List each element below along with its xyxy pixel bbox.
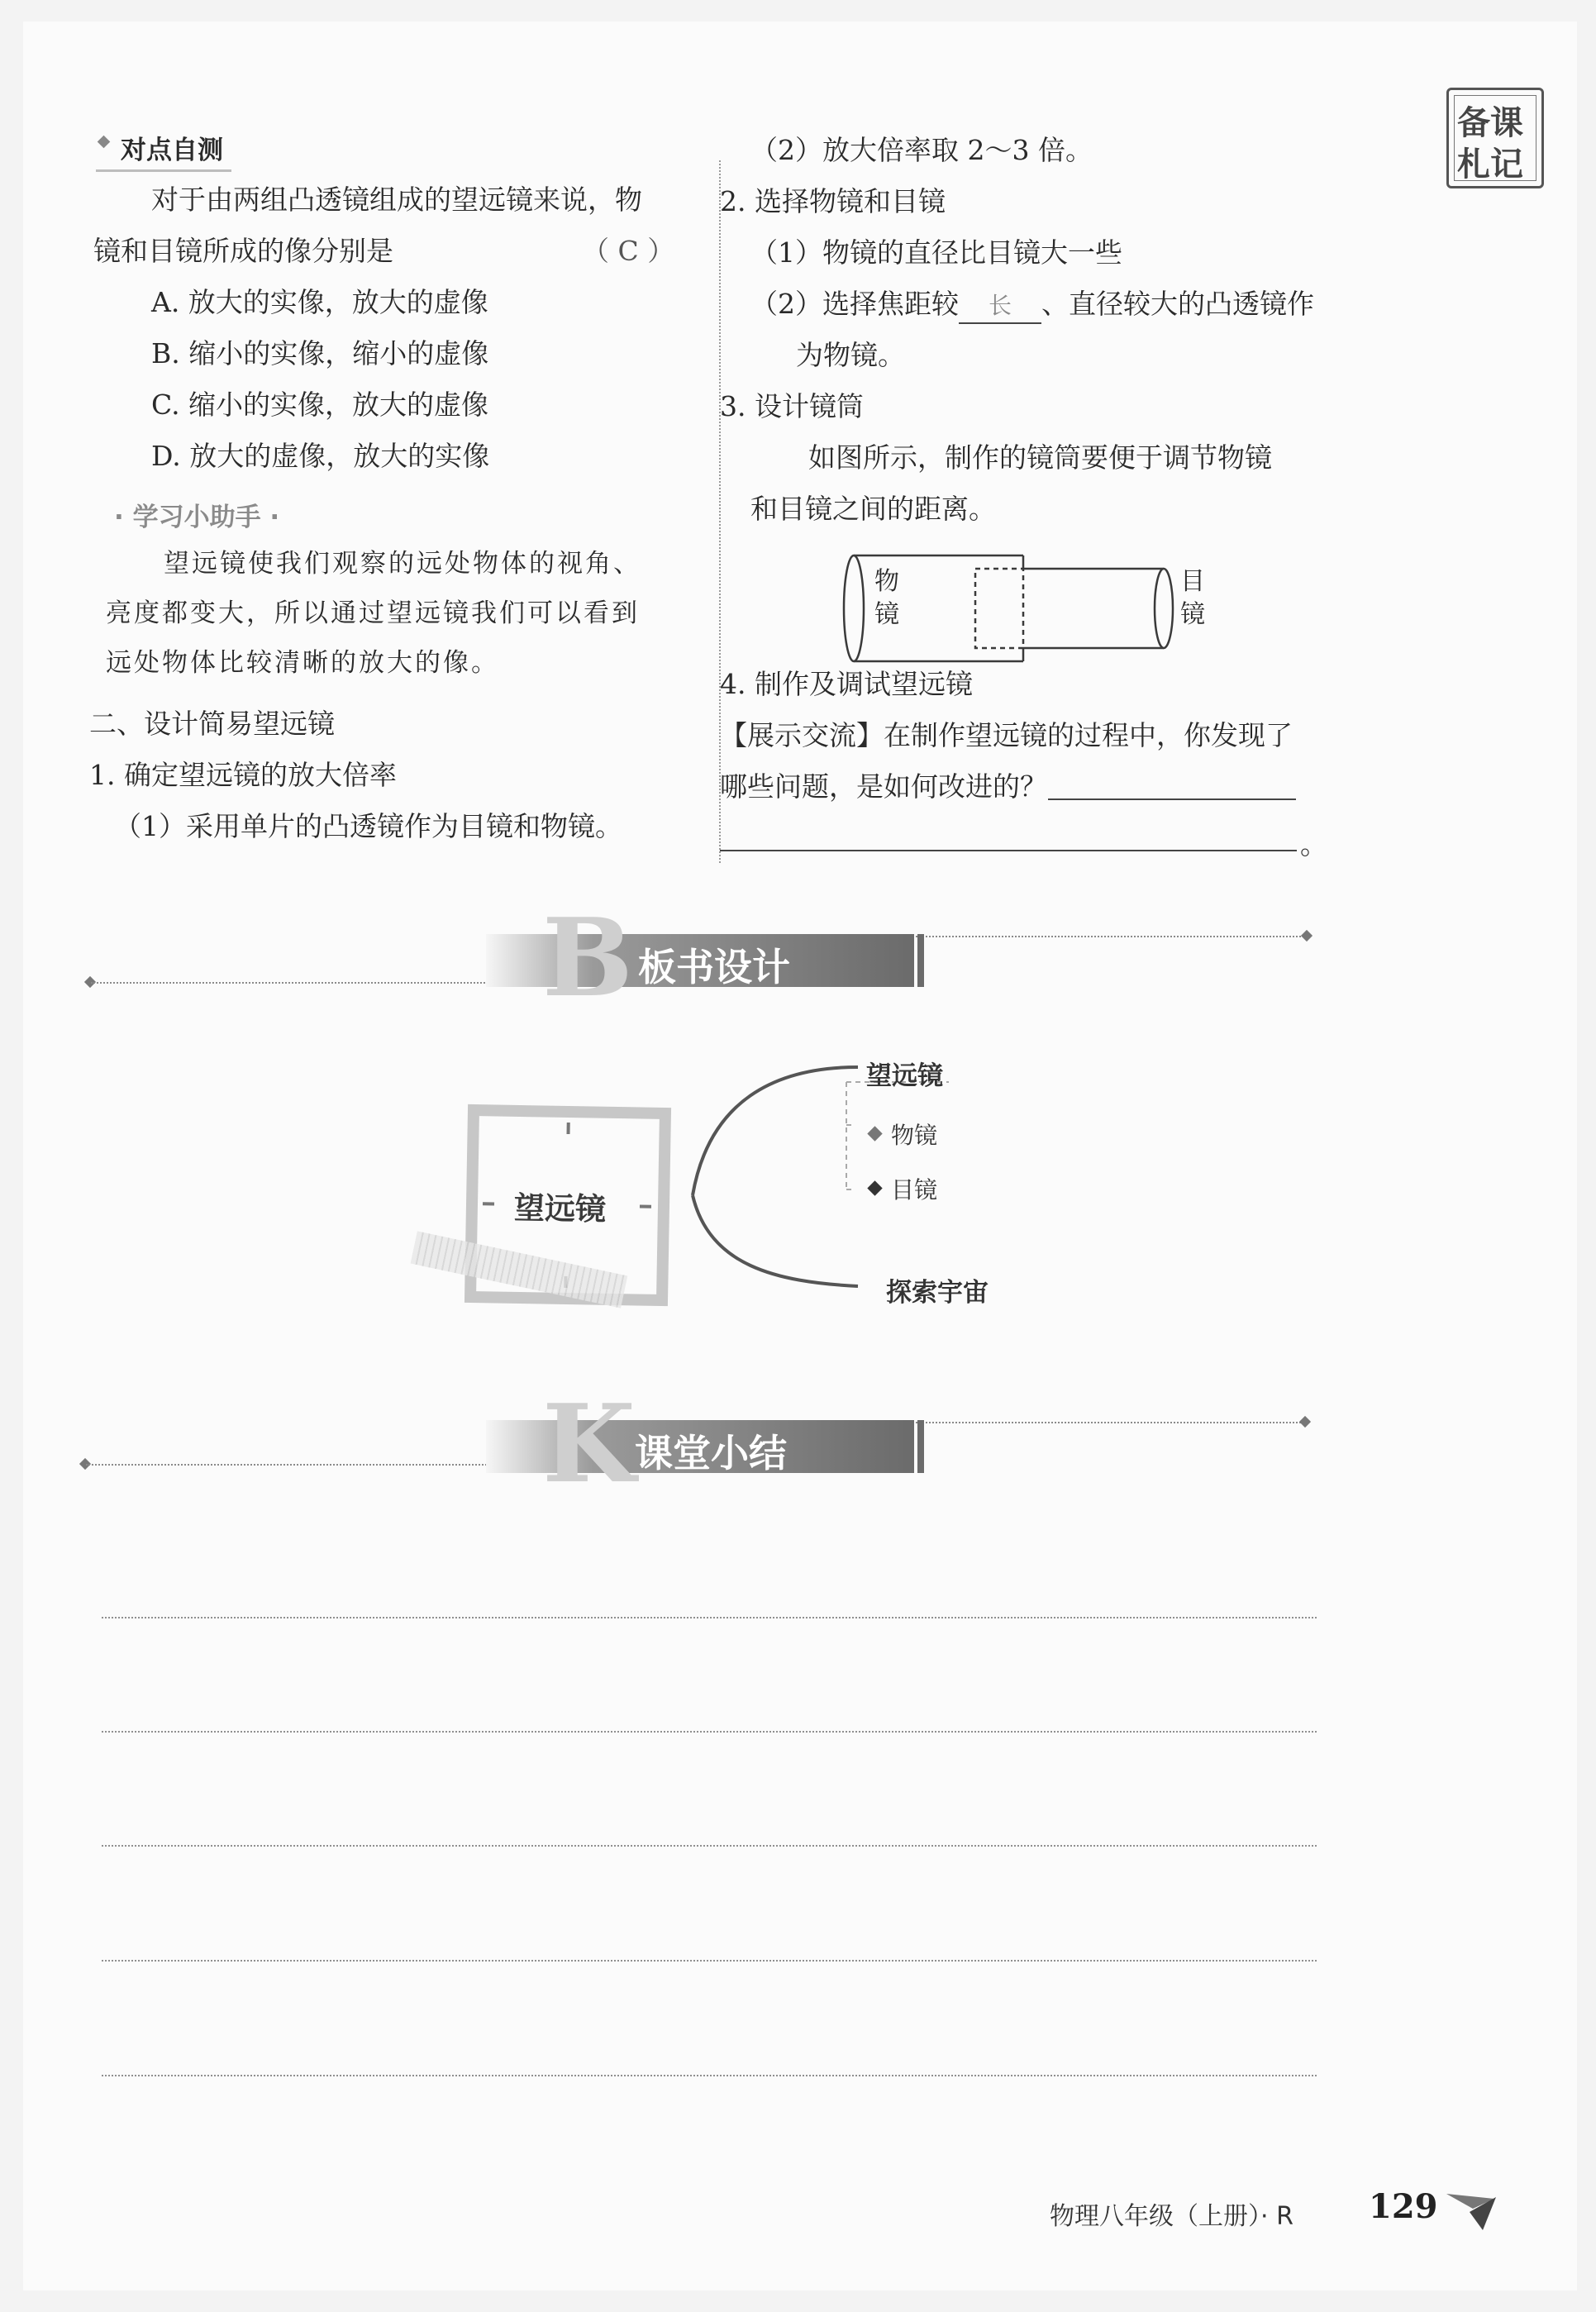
footer-book-title: 物理八年级（上册）· R (1050, 2202, 1293, 2231)
helper-line-1: 望远镜使我们观察的远处物体的视角、 (164, 549, 641, 579)
step-2-1: （1）物镜的直径比目镜大一些 (750, 236, 1122, 269)
step-2: 2. 选择物镜和目镜 (720, 185, 946, 217)
step-4: 4. 制作及调试望远镜 (720, 668, 973, 700)
step-2-2-suffix: 、直径较大的凸透镜作 (1041, 288, 1314, 320)
corner-arrow-icon (1445, 2187, 1511, 2233)
writing-line-1[interactable] (102, 1617, 1317, 1618)
section-b-title: 板书设计 (638, 945, 790, 989)
self-test-label: 对点自测 (121, 136, 223, 165)
column-divider (719, 160, 721, 863)
answer-end-mark: 。 (1300, 828, 1327, 860)
tick-left (483, 1202, 494, 1205)
badge-line-2: 札记 (1457, 145, 1523, 184)
section-k-banner-edge (917, 1420, 924, 1473)
sub1-label: 物镜 (891, 1122, 938, 1149)
objective-label-1: 物 (874, 567, 899, 596)
writing-line-5[interactable] (102, 2075, 1317, 2076)
option-c: C. 缩小的实像，放大的虚像 (151, 389, 489, 421)
diamond-bullet-icon (98, 136, 111, 149)
question-line-1: 对于由两组凸透镜组成的望远镜来说，物 (151, 184, 642, 216)
section-k-right-rule (916, 1422, 1304, 1423)
branch-bottom-label: 探索宇宙 (886, 1278, 989, 1308)
answer-bracket: （ C ） (582, 235, 675, 267)
lesson-notes-badge (1446, 88, 1544, 188)
sub2-label: 目镜 (891, 1176, 938, 1204)
exchange-line-1: 【展示交流】在制作望远镜的过程中，你发现了 (720, 719, 1293, 751)
page-number: 129 (1369, 2187, 1438, 2226)
question-line-2: 镜和目镜所成的像分别是 (93, 235, 393, 267)
writing-line-4[interactable] (102, 1960, 1317, 1962)
section-b-banner-edge (917, 934, 924, 987)
helper-title: · 学习小助手 · (114, 503, 280, 532)
focal-length-blank (959, 289, 1041, 324)
tick-top (567, 1123, 570, 1134)
section-b-right-rule (916, 936, 1304, 937)
center-node-label: 望远镜 (513, 1189, 607, 1228)
section-2-heading: 二、设计简易望远镜 (89, 708, 335, 740)
step-2-2-prefix: （2）选择焦距较 (750, 288, 959, 320)
section-b-right-diamond (1301, 930, 1313, 941)
option-d: D. 放大的虚像，放大的实像 (151, 440, 490, 472)
eyepiece-label-2: 镜 (1180, 600, 1205, 629)
step-2-2-line2: 为物镜。 (796, 339, 905, 371)
writing-line-2[interactable] (102, 1731, 1317, 1733)
outer-tube (844, 555, 1023, 661)
answer-line-1[interactable] (1048, 798, 1296, 800)
self-test-header (96, 126, 231, 172)
branch-top-label: 望远镜 (866, 1061, 943, 1091)
step-3: 3. 设计镜筒 (720, 390, 864, 422)
option-b: B. 缩小的实像，缩小的虚像 (151, 337, 489, 369)
step-3-desc-1: 如图所示，制作的镜筒要便于调节物镜 (808, 441, 1272, 474)
section-k-letter: K (542, 1380, 636, 1507)
writing-line-3[interactable] (102, 1845, 1317, 1847)
focal-length-answer: 长 (988, 292, 1012, 319)
helper-line-2: 亮度都变大，所以通过望远镜我们可以看到 (106, 598, 640, 628)
eyepiece-label-1: 目 (1180, 567, 1205, 596)
step-1: 1. 确定望远镜的放大倍率 (89, 759, 397, 791)
section-k-right-diamond (1299, 1416, 1311, 1428)
helper-line-3: 远处物体比较清晰的放大的像。 (106, 648, 499, 678)
page (23, 21, 1577, 2291)
answer-line-2[interactable] (720, 850, 1297, 851)
option-a: A. 放大的实像，放大的虚像 (151, 286, 488, 318)
section-k-title: 课堂小结 (635, 1431, 787, 1475)
step-2-2 (750, 288, 1314, 324)
tick-right (640, 1205, 651, 1208)
inner-tube (975, 555, 1173, 661)
objective-label-2: 镜 (874, 600, 899, 629)
exchange-line-2: 哪些问题，是如何改进的？ (720, 770, 1047, 803)
step-1-2: （2）放大倍率取 2～3 倍。 (750, 134, 1093, 166)
step-3-desc-2: 和目镜之间的距离。 (750, 493, 996, 525)
badge-line-1: 备课 (1457, 104, 1523, 142)
section-b-letter: B (542, 894, 633, 1021)
step-1-1: （1）采用单片的凸透镜作为目镜和物镜。 (114, 810, 622, 842)
